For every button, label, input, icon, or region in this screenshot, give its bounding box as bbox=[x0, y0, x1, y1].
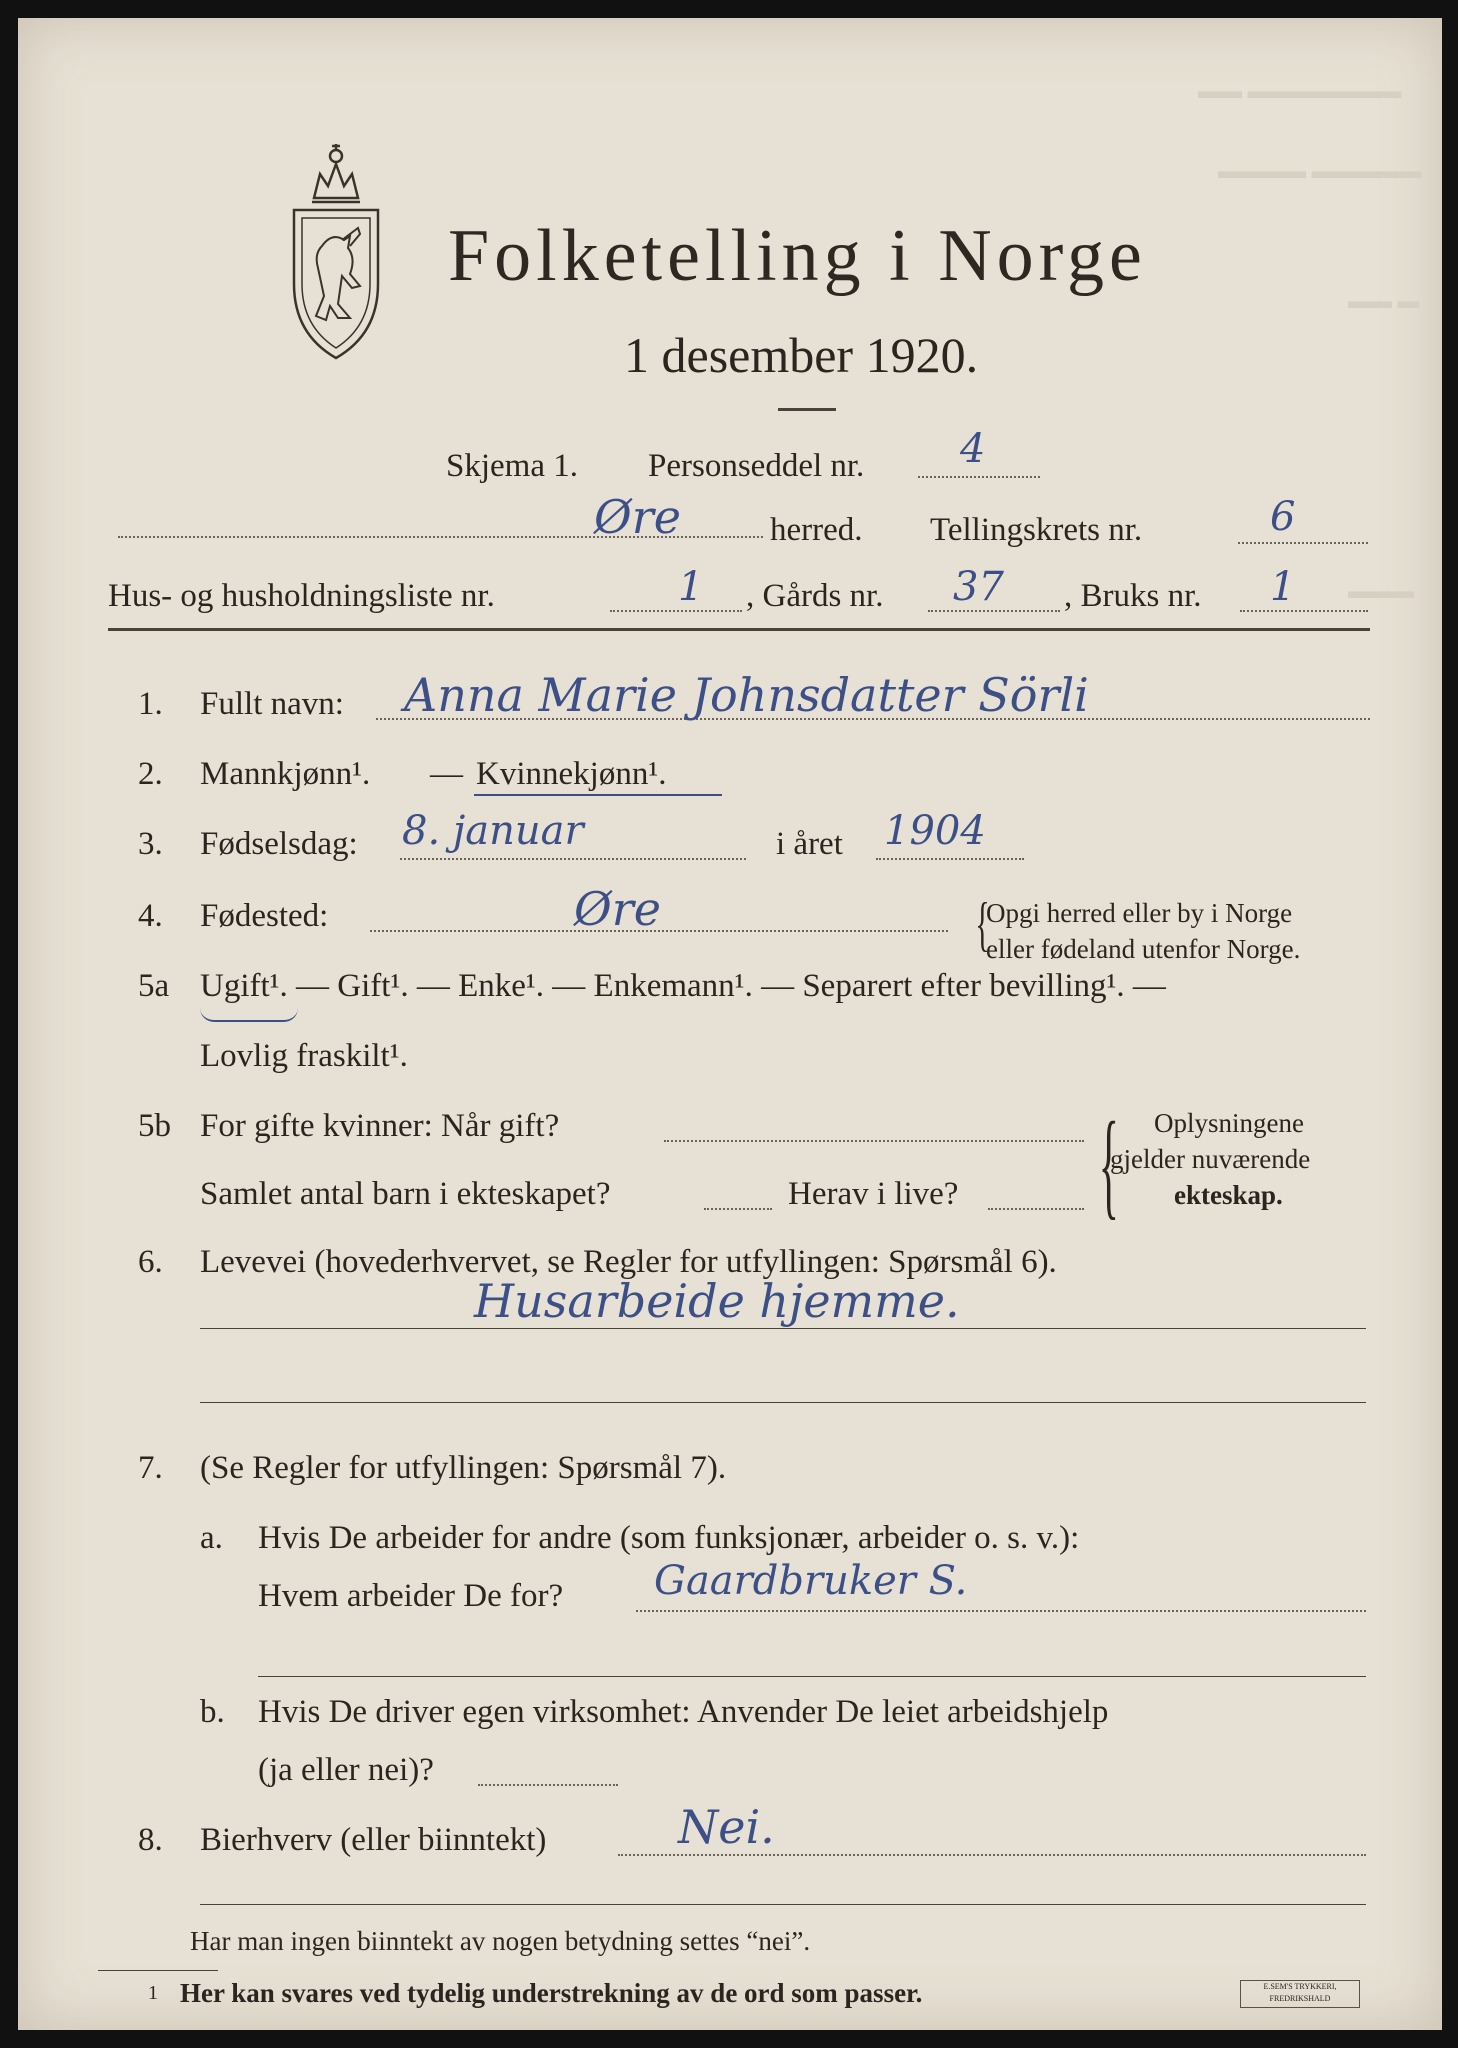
q2-number: 2. bbox=[138, 756, 163, 792]
personseddel-value: 4 bbox=[960, 426, 986, 472]
birthday-field[interactable] bbox=[400, 858, 746, 860]
full-name-value: Anna Marie Johnsdatter Sörli bbox=[404, 668, 1089, 722]
q4-note-line2: eller fødeland utenfor Norge. bbox=[986, 934, 1301, 964]
tellingskrets-label: Tellingskrets nr. bbox=[930, 512, 1143, 548]
side-income-field[interactable] bbox=[618, 1854, 1366, 1856]
female-underline-mark bbox=[474, 794, 722, 796]
footnote-marker: 1 bbox=[148, 1982, 158, 2004]
q8-number: 8. bbox=[138, 1822, 163, 1858]
q2-dash: — bbox=[430, 756, 463, 792]
husholdningsliste-label: Hus- og husholdningsliste nr. bbox=[108, 578, 495, 614]
q1-number: 1. bbox=[138, 686, 163, 722]
tellingskrets-value: 6 bbox=[1270, 494, 1296, 540]
occupation-line-1[interactable] bbox=[200, 1328, 1366, 1329]
birth-year-field[interactable] bbox=[876, 858, 1024, 860]
ugift-underline-mark bbox=[200, 1008, 298, 1022]
gards-value: 37 bbox=[953, 564, 1004, 610]
title-divider bbox=[778, 408, 836, 411]
q3-number: 3. bbox=[138, 826, 163, 862]
personseddel-field[interactable] bbox=[918, 476, 1040, 478]
side-income-value: Nei. bbox=[678, 1800, 775, 1854]
q5b-living-question: Herav i live? bbox=[788, 1176, 959, 1212]
tellingskrets-field[interactable] bbox=[1238, 542, 1368, 544]
q6-label: Levevei (hovederhvervet, se Regler for utfyllingen: Spørsmål 6). bbox=[200, 1244, 1057, 1280]
census-date: 1 desember 1920. bbox=[624, 327, 979, 383]
q5b-brace: { bbox=[1098, 1097, 1119, 1230]
q2-male-option[interactable]: Mannkjønn¹. bbox=[200, 756, 371, 792]
herred-value: Øre bbox=[594, 490, 681, 544]
q5a-number: 5a bbox=[138, 968, 170, 1004]
personseddel-label: Personseddel nr. bbox=[648, 448, 865, 484]
q7b-question: (ja eller nei)? bbox=[258, 1752, 434, 1788]
q8-label: Bierhverv (eller biinntekt) bbox=[200, 1822, 547, 1858]
occupation-line-2[interactable] bbox=[200, 1402, 1366, 1403]
coat-of-arms-emblem bbox=[280, 136, 392, 373]
q4-brace: { bbox=[975, 891, 990, 957]
marital-status-options-continued[interactable]: Lovlig fraskilt¹. bbox=[200, 1038, 408, 1074]
q5b-married-question: For gifte kvinner: Når gift? bbox=[200, 1108, 560, 1144]
side-income-line-2[interactable] bbox=[200, 1904, 1366, 1905]
husholdningsliste-value: 1 bbox=[678, 564, 704, 610]
skjema-label: Skjema 1. bbox=[446, 448, 578, 484]
employer-field[interactable] bbox=[636, 1610, 1366, 1612]
employer-value: Gaardbruker S. bbox=[654, 1558, 968, 1604]
q7a-question: Hvem arbeider De for? bbox=[258, 1578, 564, 1614]
gards-label: , Gårds nr. bbox=[746, 578, 884, 614]
q5b-children-question: Samlet antal barn i ekteskapet? bbox=[200, 1176, 611, 1212]
herred-label: herred. bbox=[770, 512, 863, 548]
q7a-letter: a. bbox=[200, 1520, 223, 1556]
q5b-note-line3: ekteskap. bbox=[1174, 1180, 1283, 1210]
q3-year-label: i året bbox=[776, 826, 843, 862]
married-date-field[interactable] bbox=[664, 1140, 1084, 1142]
bruks-field[interactable] bbox=[1240, 610, 1368, 612]
q3-label: Fødselsdag: bbox=[200, 826, 358, 862]
q7-number: 7. bbox=[138, 1450, 163, 1486]
q5b-number: 5b bbox=[138, 1108, 171, 1144]
q5b-note-line2: gjelder nuværende bbox=[1110, 1144, 1311, 1174]
q7-label: (Se Regler for utfyllingen: Spørsmål 7). bbox=[200, 1450, 727, 1486]
occupation-value: Husarbeide hjemme. bbox=[474, 1274, 960, 1328]
employer-line-2[interactable] bbox=[258, 1676, 1366, 1677]
q4-number: 4. bbox=[138, 898, 163, 934]
footnote-no-income: Har man ingen biinntekt av nogen betydning settes “nei”. bbox=[190, 1926, 811, 1956]
q7a-text: Hvis De arbeider for andre (som funksjonær, arbeider o. s. v.): bbox=[258, 1520, 1080, 1556]
form-title: Folketelling i Norge bbox=[448, 215, 1147, 297]
footnote-rule bbox=[98, 1970, 218, 1971]
husholdningsliste-field[interactable] bbox=[610, 610, 742, 612]
gards-field[interactable] bbox=[928, 610, 1060, 612]
bleed-through-text: ▬▬▬▬ ▬▬▬▬▬ bbox=[1218, 158, 1422, 183]
bruks-label: , Bruks nr. bbox=[1064, 578, 1202, 614]
q2-female-option[interactable]: Kvinnekjønn¹. bbox=[476, 756, 667, 792]
q7b-text: Hvis De driver egen virksomhet: Anvender De leiet arbeidshjelp bbox=[258, 1694, 1109, 1730]
marital-status-options[interactable]: Ugift¹. — Gift¹. — Enke¹. — Enkemann¹. — Separert efter bevilling¹. — bbox=[200, 968, 1166, 1004]
q6-number: 6. bbox=[138, 1244, 163, 1280]
children-count-field[interactable] bbox=[704, 1208, 772, 1210]
q7b-letter: b. bbox=[200, 1694, 225, 1730]
birthday-value: 8. januar bbox=[402, 808, 584, 854]
bleed-through-text: ▬▬ ▬▬▬▬▬▬▬ bbox=[1198, 78, 1402, 103]
bruks-value: 1 bbox=[1270, 564, 1296, 610]
q5b-note-line1: Oplysningene bbox=[1154, 1108, 1304, 1138]
q1-label: Fullt navn: bbox=[200, 686, 344, 722]
bleed-through-text: ▬▬ ▬ bbox=[1348, 288, 1420, 313]
birth-year-value: 1904 bbox=[884, 808, 986, 854]
hired-help-field[interactable] bbox=[478, 1784, 618, 1786]
header-separator bbox=[108, 628, 1370, 631]
q4-note-line1: Opgi herred eller by i Norge bbox=[986, 898, 1293, 928]
printer-stamp bbox=[1240, 1980, 1360, 2008]
bleed-through-text: ▬▬▬ bbox=[1348, 578, 1414, 603]
birthplace-value: Øre bbox=[574, 882, 661, 936]
census-form-page bbox=[18, 18, 1442, 2030]
printer-stamp-text: E.SEM'S TRYKKERI, FREDRIKSHALD bbox=[1263, 1982, 1337, 2003]
footnote-text: Her kan svares ved tydelig understrekning av de ord som passer. bbox=[180, 1978, 923, 2008]
children-living-field[interactable] bbox=[988, 1208, 1084, 1210]
q4-label: Fødested: bbox=[200, 898, 329, 934]
